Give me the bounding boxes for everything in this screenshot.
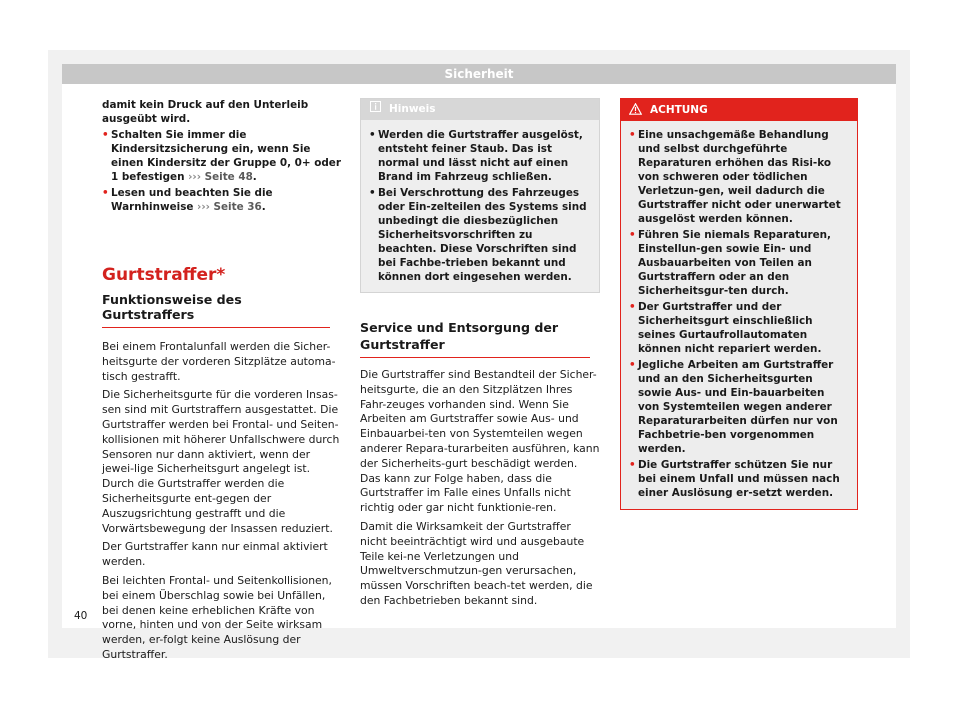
page-header: Sicherheit: [62, 64, 896, 84]
page-reference-link[interactable]: Seite 36: [213, 201, 262, 213]
bullet-icon: •: [629, 229, 636, 241]
warning-box-body: [621, 121, 857, 509]
paragraph: Der Gurtstraffer kann nur einmal aktiviert werden.: [102, 540, 328, 569]
bullet-icon: •: [629, 129, 636, 141]
page-background: [48, 50, 910, 661]
bullet-icon: •: [629, 359, 636, 371]
hint-box-header: [361, 99, 599, 120]
warning-box-header: [621, 99, 857, 121]
manual-page: [62, 64, 896, 661]
column-left: [102, 98, 342, 663]
list-item: • Eine unsachgemäße Behandlung und selbst durchgeführte Reparaturen erhöhen das Risi-ko von schweren oder tödlichen Verletzun-gen, weil dadurch die Gurtstraffer nicht oder unerwartet ausgelöst werden können.: [629, 129, 841, 225]
info-icon: [370, 99, 381, 120]
list-item: • Die Gurtstraffer schützen Sie nur bei einem Unfall und müssen nach einer Auslösung er-setzt werden.: [629, 459, 840, 499]
paragraph: Die Gurtstraffer sind Bestandteil der Sicher-heitsgurte, die an den Sitzplätzen Ihres Fahr-zeuges vorhanden sind. Wenn Sie Arbeiten am Gurtstraffer sowie Aus- und Einbauarbei-ten von Systemteilen wegen anderer Repara-turarbeiten ausführen, kann der Sicherheits-gurt beschädigt werden. Das kann zur Folge haben, dass die Gurtstraffer im Falle eines Unfalls nicht richtig oder gar nicht funktionie-ren.: [360, 368, 600, 515]
paragraph: Die Sicherheitsgurte für die vorderen Insas-sen sind mit Gurtstraffern ausgestattet. Die Gurtstraffer werden bei Frontal- und Seiten-kollisionen mit höherer Unfallschwere durch Sensoren nur dann aktiviert, wenn der jewei-lige Sicherheitsgurt angelegt ist. Durch die Gurtstraffer werden die Sicherheitsgurte ent-gegen der Auszugsrichtung gestrafft und die Vorwärtsbewegung der Insassen reduziert.: [102, 388, 340, 535]
paragraph: Damit die Wirksamkeit der Gurtstraffer nicht beeinträchtigt wird und ausgebaute Teile kei-ne Verletzungen und Umweltverschmutzun-gen verursachen, müssen Vorschriften beach-tet werden, die den Fachbetrieben bekannt sind.: [360, 519, 593, 607]
column-right: [620, 98, 860, 510]
hint-box: [360, 98, 600, 293]
page-number: 40: [74, 610, 88, 622]
bullet-icon: •: [369, 129, 376, 141]
subsection-title: Funktionsweise des Gurtstraffers: [102, 292, 330, 328]
warning-box: [620, 98, 858, 510]
column-middle: [360, 98, 600, 609]
section-title: Gurtstraffer*: [102, 265, 226, 285]
hint-box-body: [361, 120, 599, 292]
bullet-icon: •: [369, 187, 376, 199]
list-item: • Schalten Sie immer die Kindersitzsicherung ein, wenn Sie einen Kindersitz der Gruppe 0, 0+ oder 1 befestigen ››› Seite 48.: [102, 129, 341, 183]
service-body: [360, 368, 600, 609]
list-item: • Lesen und beachten Sie die Warnhinweise ››› Seite 36.: [102, 187, 273, 213]
reference-arrow: ›››: [197, 201, 210, 213]
reference-arrow: ›››: [188, 171, 201, 183]
paragraph: Bei leichten Frontal- und Seitenkollisionen, bei einem Überschlag sowie bei Unfällen, bei denen keine erheblichen Kräfte von vorne, hinten und von der Seite wirksam werden, er-folgt keine Auslösung der Gurtstraffer.: [102, 573, 332, 661]
list-item: • Werden die Gurtstraffer ausgelöst, entsteht feiner Staub. Das ist normal und lässt nicht auf einen Brand im Fahrzeug schließen.: [369, 129, 583, 183]
bullet-icon: •: [629, 301, 636, 313]
page-reference-link[interactable]: Seite 48: [204, 171, 253, 183]
service-title: Service und Entsorgung der Gurtstraffer: [360, 319, 590, 358]
warning-box-title: ACHTUNG: [650, 104, 708, 116]
hint-box-title: Hinweis: [389, 103, 436, 115]
list-item: • Führen Sie niemals Reparaturen, Einstellun-gen sowie Ein- und Ausbauarbeiten von Teilen an Gurtstraffern oder an den Sicherheitsgur-ten durch.: [629, 229, 831, 297]
body-text: [102, 340, 342, 663]
continued-text: damit kein Druck auf den Unterleib ausgeübt wird.: [102, 99, 309, 125]
bullet-icon: •: [102, 187, 109, 199]
list-item: • Jegliche Arbeiten am Gurtstraffer und an den Sicherheitsgurten sowie Aus- und Ein-bauarbeiten von Systemteilen wegen anderer Reparaturarbeiten dürfen nur von Fachbetrie-ben vorgenommen werden.: [629, 359, 838, 455]
bullet-icon: •: [102, 129, 109, 141]
bullet-icon: •: [629, 459, 636, 471]
list-item: • Bei Verschrottung des Fahrzeuges oder Ein-zelteilen des Systems sind unbedingt die diesbezüglichen Sicherheitsvorschriften zu beachten. Diese Vorschriften sind bei Fachbe-trieben bekannt und können dort eingesehen werden.: [369, 187, 587, 283]
list-item: • Der Gurtstraffer und der Sicherheitsgurt einschließlich seines Gurtaufrollautomaten können nicht repariert werden.: [629, 301, 822, 355]
paragraph: Bei einem Frontalunfall werden die Sicher-heitsgurte der vorderen Sitzplätze automa-tisch gestrafft.: [102, 340, 336, 383]
warning-triangle-icon: [629, 103, 642, 118]
